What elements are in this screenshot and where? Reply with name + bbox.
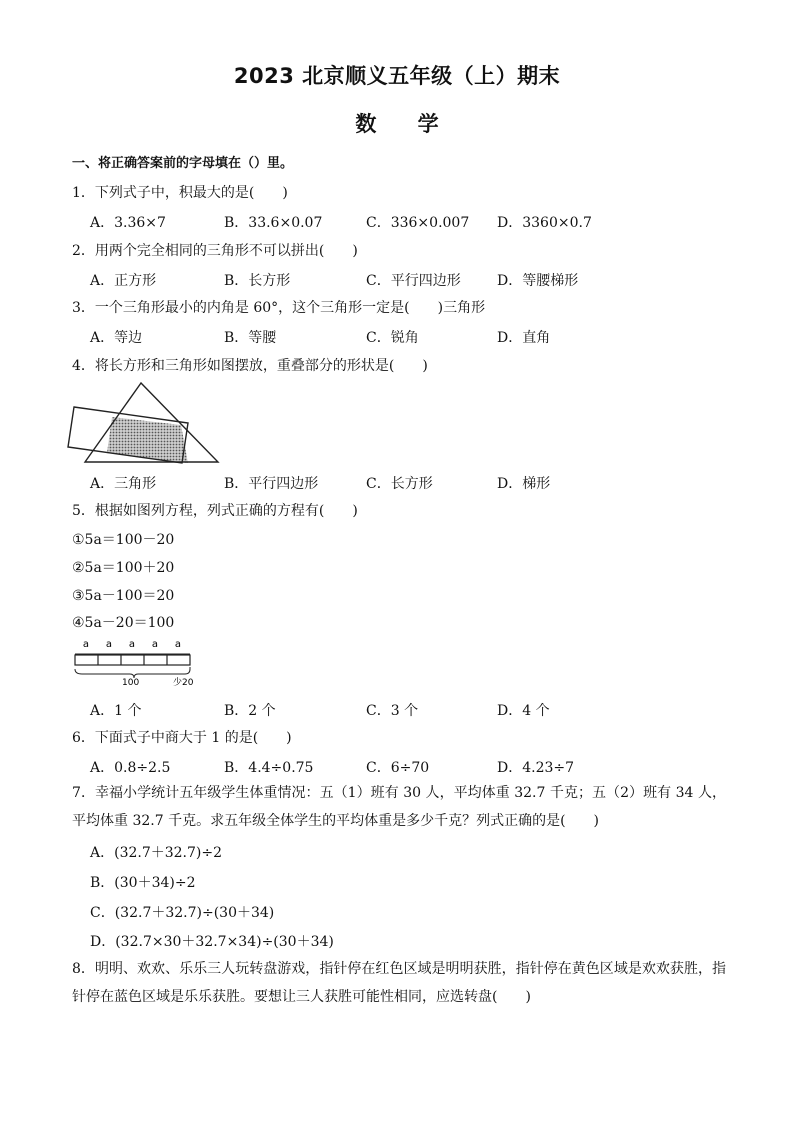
question-2-option-d[interactable]: D．等腰梯形 — [497, 273, 579, 289]
question-7-option-b[interactable]: B．(30＋34)÷2 — [90, 875, 196, 891]
question-7-option-a[interactable]: A．(32.7＋32.7)÷2 — [90, 845, 223, 861]
question-1-option-c[interactable]: C．336×0.007 — [366, 215, 470, 231]
question-1-option-a[interactable]: A．3.36×7 — [90, 215, 166, 231]
question-2-stem: 2．用两个完全相同的三角形不可以拼出( ) — [72, 243, 358, 259]
segment-diagram — [72, 638, 202, 690]
segment-label-a5: a — [174, 639, 182, 650]
question-4-option-c[interactable]: C．长方形 — [366, 476, 433, 492]
question-7-stem: 7．幸福小学统计五年级学生体重情况：五（1）班有 30 人，平均体重 32.7 千克；五（2）班有 34 人，平均体重 32.7 千克。求五年级全体学生的平均体重是多少千克？列式正确的是( ) — [72, 785, 726, 829]
question-3-stem: 3．一个三角形最小的内角是 60°，这个三角形一定是( )三角形 — [72, 300, 486, 316]
total-brace — [75, 669, 190, 678]
question-2-option-b[interactable]: B．长方形 — [224, 273, 291, 289]
question-5-option-c[interactable]: C．3 个 — [366, 703, 419, 719]
segment-label-a3: a — [128, 639, 136, 650]
question-6-stem: 6．下面式子中商大于 1 的是( ) — [72, 730, 292, 746]
question-1-option-d[interactable]: D．3360×0.7 — [497, 215, 592, 231]
question-3-option-a[interactable]: A．等边 — [90, 330, 143, 346]
question-6-option-c[interactable]: C．6÷70 — [366, 760, 430, 776]
question-5-stem: 5．根据如图列方程，列式正确的方程有( ) — [72, 503, 358, 519]
question-7-option-d[interactable]: D．(32.7×30＋32.7×34)÷(30＋34) — [90, 934, 334, 950]
question-3-option-b[interactable]: B．等腰 — [224, 330, 277, 346]
total-label: 100 — [122, 678, 140, 688]
page-title: 2023 北京顺义五年级（上）期末 — [233, 64, 561, 88]
question-4-option-d[interactable]: D．梯形 — [497, 476, 551, 492]
question-7-option-c[interactable]: C．(32.7＋32.7)÷(30＋34) — [90, 905, 275, 921]
rectangle-triangle-figure — [70, 380, 230, 466]
question-4-option-b[interactable]: B．平行四边形 — [224, 476, 319, 492]
equation-4: ④5a－20＝100 — [72, 615, 175, 631]
overlap-region — [107, 417, 188, 463]
section-heading: 一、将正确答案前的字母填在（）里。 — [72, 156, 294, 171]
equation-3: ③5a－100＝20 — [72, 588, 175, 604]
question-2-option-c[interactable]: C．平行四边形 — [366, 273, 461, 289]
question-5-option-a[interactable]: A．1 个 — [90, 703, 142, 719]
page-subtitle: 数 学 — [355, 112, 439, 136]
question-6-option-d[interactable]: D．4.23÷7 — [497, 760, 575, 776]
question-5-option-b[interactable]: B．2 个 — [224, 703, 276, 719]
question-2-option-a[interactable]: A．正方形 — [90, 273, 157, 289]
question-3-option-c[interactable]: C．锐角 — [366, 330, 419, 346]
equation-1: ①5a＝100－20 — [72, 532, 175, 548]
question-1-stem: 1．下列式子中，积最大的是( ) — [72, 185, 288, 201]
question-8-stem: 8．明明、欢欢、乐乐三人玩转盘游戏，指针停在红色区域是明明获胜，指针停在黄色区域是欢欢获胜，指针停在蓝色区域是乐乐获胜。要想让三人获胜可能性相同，应选转盘( ) — [72, 961, 726, 1005]
segment-label-a2: a — [105, 639, 113, 650]
segment-label-a1: a — [82, 639, 90, 650]
equation-2: ②5a＝100＋20 — [72, 560, 175, 576]
question-4-option-a[interactable]: A．三角形 — [90, 476, 157, 492]
question-6-option-a[interactable]: A．0.8÷2.5 — [90, 760, 171, 776]
question-4-stem: 4．将长方形和三角形如图摆放，重叠部分的形状是( ) — [72, 358, 428, 374]
question-1-option-b[interactable]: B．33.6×0.07 — [224, 215, 323, 231]
segment-bar — [75, 655, 190, 665]
short-label: 少20 — [173, 678, 194, 688]
question-3-option-d[interactable]: D．直角 — [497, 330, 551, 346]
question-6-option-b[interactable]: B．4.4÷0.75 — [224, 760, 314, 776]
question-5-option-d[interactable]: D．4 个 — [497, 703, 550, 719]
segment-label-a4: a — [151, 639, 159, 650]
